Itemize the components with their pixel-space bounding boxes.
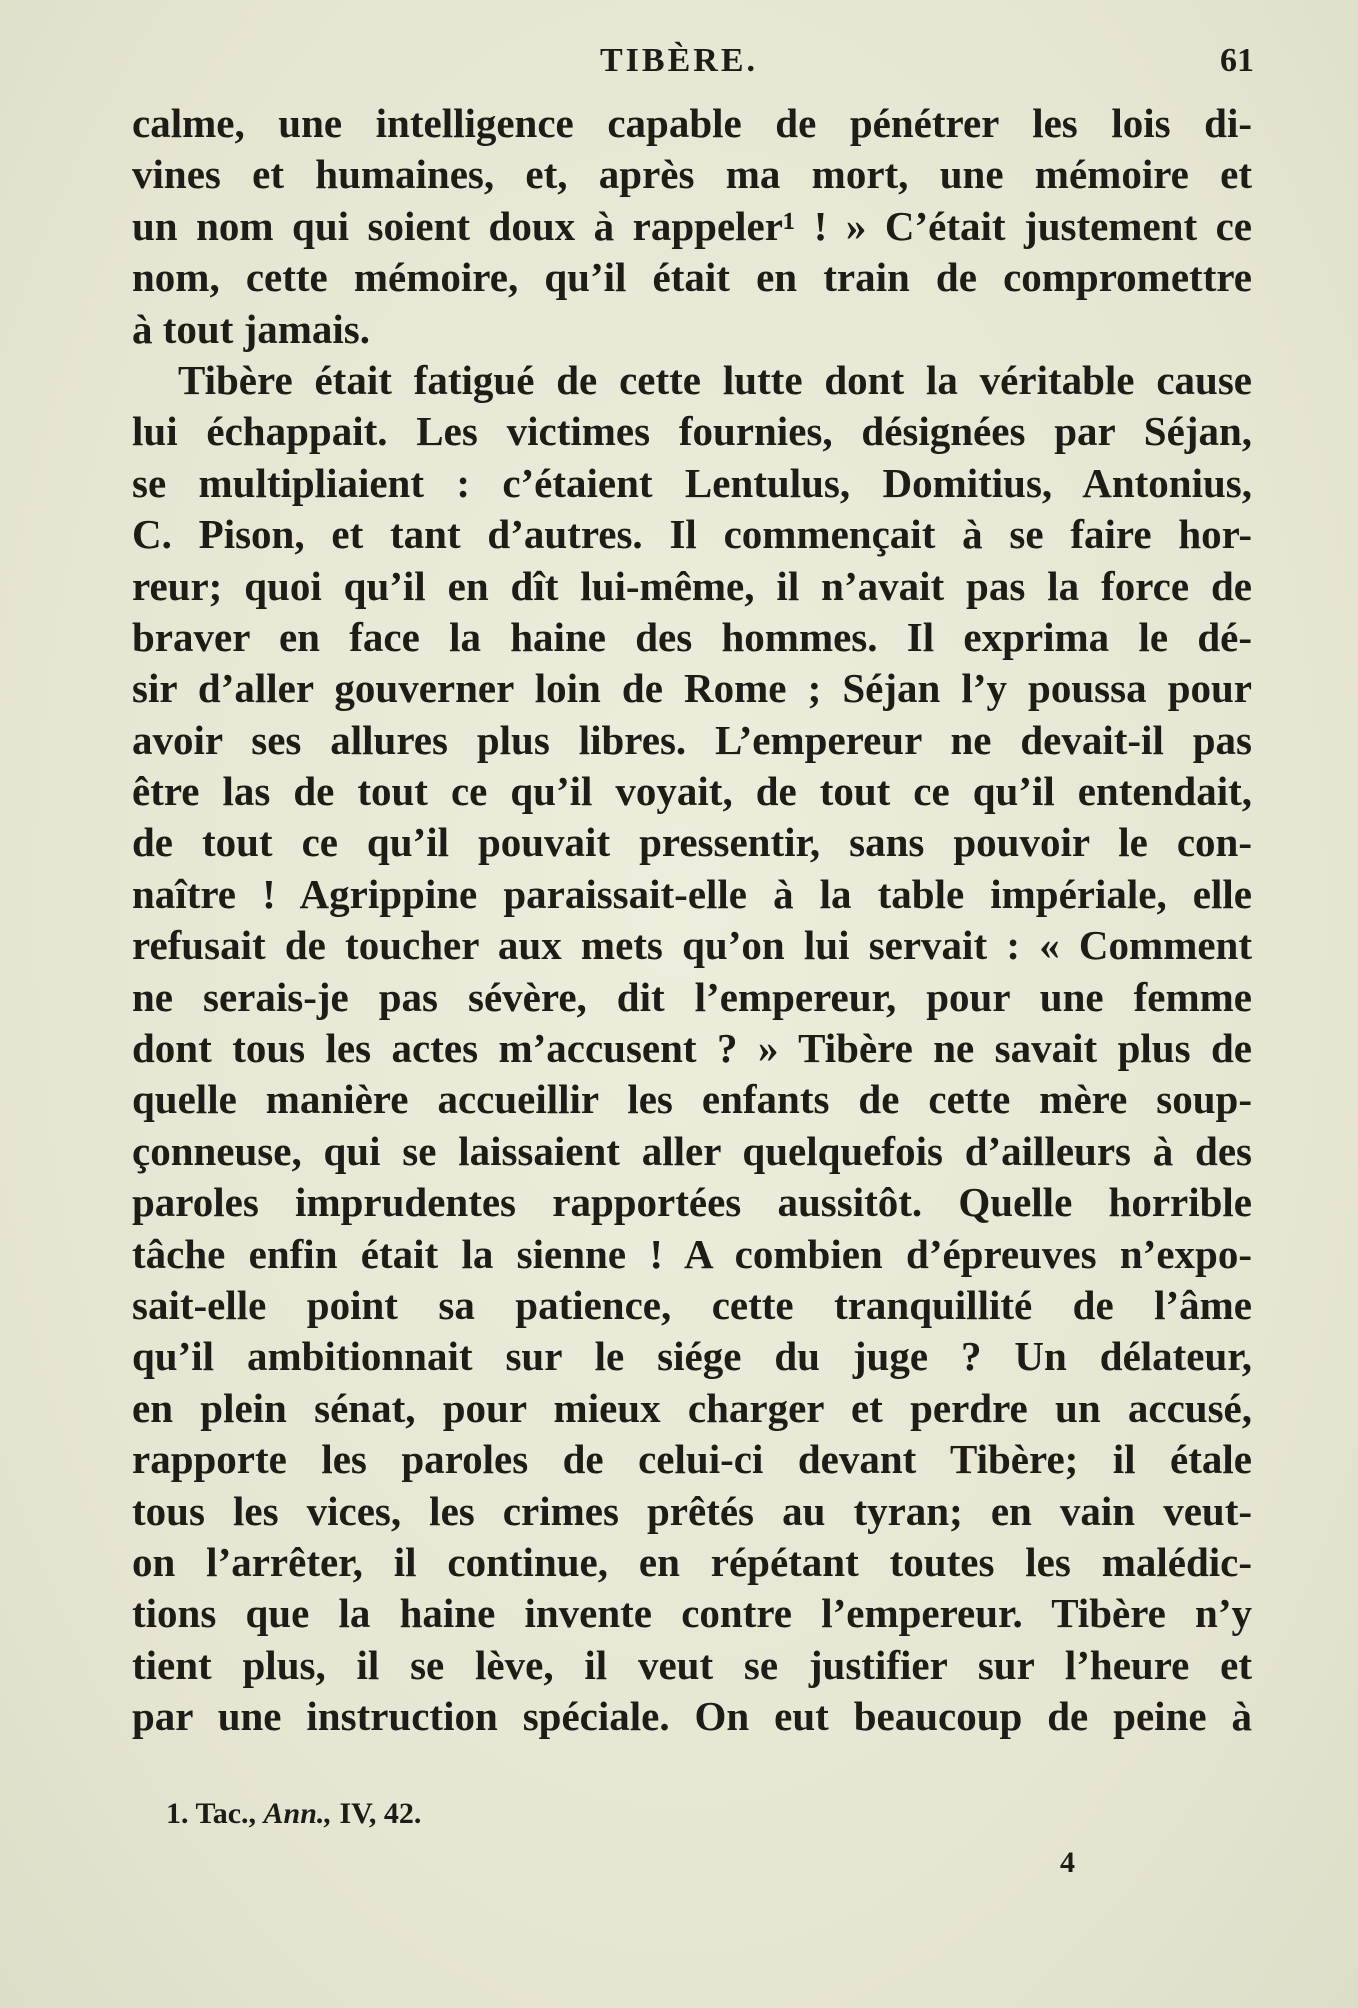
text-line: reur; quoi qu’il en dît lui-même, il n’avait pas la force de [132,562,1252,609]
text-line: tions que la haine invente contre l’empereur. Tibère n’y [132,1590,1252,1637]
text-line: se multipliaient : c’étaient Lentulus, Domitius, Antonius, [132,459,1252,506]
text-line: vines et humaines, et, après ma mort, une mémoire et [132,151,1252,198]
text-line: lui échappait. Les victimes fournies, désignées par Séjan, [132,408,1252,455]
text-line: naître ! Agrippine paraissait-elle à la table impériale, elle [132,870,1252,917]
footnote-source: Tac., [195,1797,257,1830]
text-line: C. Pison, et tant d’autres. Il commençait à se faire hor- [132,511,1252,558]
page-number: 61 [1220,42,1254,79]
text-line: à tout jamais. [132,305,371,352]
text-line: quelle manière accueillir les enfants de cette mère soup- [132,1076,1252,1123]
text-line: en plein sénat, pour mieux charger et perdre un accusé, [132,1384,1252,1431]
footnote-reference: IV, 42. [339,1797,422,1830]
running-head [0,38,1358,88]
text-line: rapporte les paroles de celui-ci devant Tibère; il étale [132,1436,1252,1483]
text-line: çonneuse, qui se laissaient aller quelquefois d’ailleurs à des [132,1127,1252,1174]
text-line: calme, une intelligence capable de pénétrer les lois di- [132,100,1252,146]
text-line: tâche enfin était la sienne ! A combien d’épreuves n’expo- [132,1230,1252,1277]
text-line: Tibère était fatigué de cette lutte dont la véritable cause [178,356,1252,403]
text-line: tous les vices, les crimes prêtés au tyran; en vain veut- [132,1487,1252,1534]
text-line: sait-elle point sa patience, cette tranquillité de l’âme [132,1281,1252,1328]
text-line: nom, cette mémoire, qu’il était en train de compromettre [132,254,1252,301]
text-line: par une instruction spéciale. On eut beaucoup de peine à [132,1693,1252,1740]
footnote-work: Ann., [263,1797,332,1830]
running-title: TIBÈRE. [600,42,758,79]
footnote [166,1797,421,1831]
text-line: avoir ses allures plus libres. L’empereur ne devait-il pas [132,716,1252,763]
text-line: braver en face la haine des hommes. Il exprima le dé- [132,613,1252,660]
text-line: de tout ce qu’il pouvait pressentir, sans pouvoir le con- [132,819,1252,866]
text-line: être las de tout ce qu’il voyait, de tout ce qu’il entendait, [132,768,1252,815]
body-text [132,98,1252,1743]
text-line: qu’il ambitionnait sur le siége du juge ? Un délateur, [132,1333,1252,1380]
text-line: ne serais-je pas sévère, dit l’empereur, pour une femme [132,973,1252,1020]
signature-mark: 4 [1060,1846,1075,1879]
text-line: on l’arrêter, il continue, en répétant toutes les malédic- [132,1538,1252,1585]
text-line: refusait de toucher aux mets qu’on lui servait : « Comment [132,922,1252,969]
text-line: un nom qui soient doux à rappeler¹ ! » C’était justement ce [132,202,1252,249]
text-line: sir d’aller gouverner loin de Rome ; Séjan l’y poussa pour [132,665,1252,712]
text-line: paroles imprudentes rapportées aussitôt. Quelle horrible [132,1179,1252,1226]
footnote-marker: 1. [166,1797,189,1830]
text-line: dont tous les actes m’accusent ? » Tibère ne savait plus de [132,1025,1252,1072]
text-line: tient plus, il se lève, il veut se justifier sur l’heure et [132,1641,1252,1688]
